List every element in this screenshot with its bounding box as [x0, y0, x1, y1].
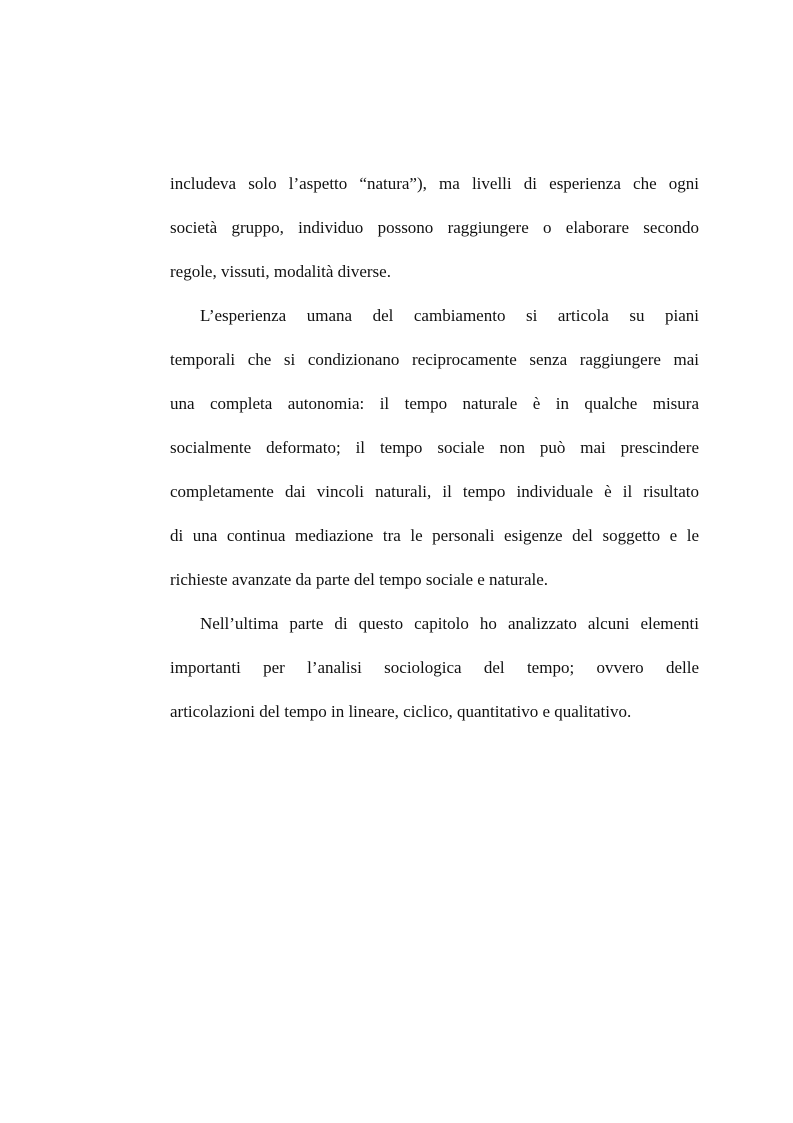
text-line: società gruppo, individuo possono raggiungere o elaborare secondo: [170, 218, 699, 237]
text-line: L’esperienza umana del cambiamento si articola su piani: [200, 306, 699, 325]
paragraph-2: [170, 294, 699, 602]
text-line: includeva solo l’aspetto “natura”), ma livelli di esperienza che ogni: [170, 174, 699, 193]
text-line: completamente dai vincoli naturali, il tempo individuale è il risultato: [170, 482, 699, 501]
paragraph-1: [170, 162, 699, 294]
text-line: richieste avanzate da parte del tempo sociale e naturale.: [170, 570, 549, 589]
text-line: una completa autonomia: il tempo naturale è in qualche misura: [170, 394, 699, 413]
text-line: articolazioni del tempo in lineare, ciclico, quantitativo e qualitativo.: [170, 702, 632, 721]
body-text: [170, 162, 699, 734]
text-line: Nell’ultima parte di questo capitolo ho analizzato alcuni elementi: [200, 614, 699, 633]
text-line: temporali che si condizionano reciprocamente senza raggiungere mai: [170, 350, 699, 369]
text-line: socialmente deformato; il tempo sociale non può mai prescindere: [170, 438, 699, 457]
paragraph-3: [170, 602, 699, 734]
text-line: regole, vissuti, modalità diverse.: [170, 262, 391, 281]
text-line: di una continua mediazione tra le personali esigenze del soggetto e le: [170, 526, 699, 545]
text-line: importanti per l’analisi sociologica del tempo; ovvero delle: [170, 658, 699, 677]
